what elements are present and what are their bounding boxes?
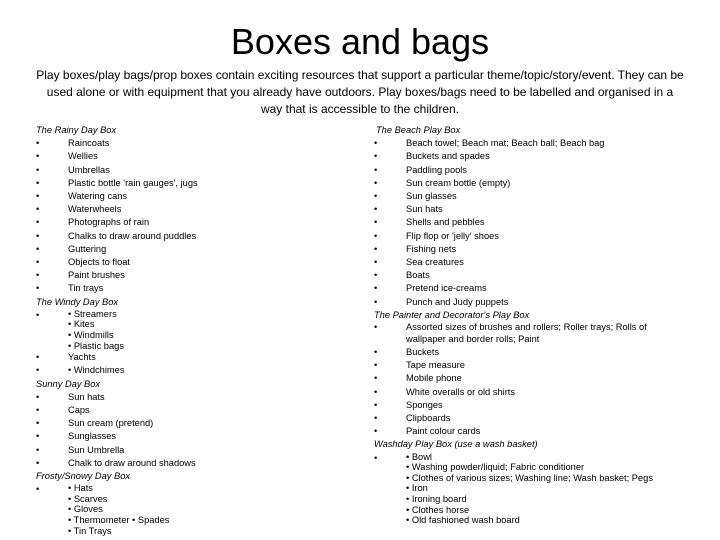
rainy-day-list [36, 137, 356, 295]
list-item [36, 282, 356, 295]
bullet-marker: • [374, 413, 378, 424]
bullet-marker: • [36, 309, 40, 320]
list-item-text: Guttering [68, 243, 107, 254]
list-item-text: Photographs of rain [68, 217, 150, 228]
washday-group-sublist [406, 452, 694, 526]
list-item [36, 150, 356, 163]
bullet-marker: • [374, 217, 378, 228]
list-item-text: Punch and Judy puppets [406, 296, 509, 307]
list-item-text: Beach towel; Beach mat; Beach ball; Beach bag [406, 138, 605, 149]
windy-day-list [36, 351, 356, 377]
bullet-marker: • [374, 426, 378, 437]
bullet-marker: • [374, 257, 378, 268]
list-item-text: Paint brushes [68, 270, 125, 281]
list-item [36, 364, 356, 377]
list-item [36, 404, 356, 417]
bullet-marker: • [374, 138, 378, 149]
list-item [374, 230, 694, 243]
frosty-day-title: Frosty/Snowy Day Box [36, 471, 131, 482]
bullet-marker: • [36, 457, 40, 468]
list-item [374, 137, 694, 150]
list-item-text: Objects to float [68, 257, 131, 268]
bullet-marker: • [36, 230, 40, 241]
bullet-marker: • [36, 484, 40, 495]
list-item-text: White overalls or old shirts [406, 386, 516, 397]
beach-box-title: The Beach Play Box [376, 125, 461, 135]
sub-list-item: • Ironing board [406, 494, 467, 505]
list-item-text: Plastic bottle 'rain gauges', jugs [68, 177, 198, 188]
sunny-day-list [36, 391, 356, 470]
list-item [374, 359, 694, 372]
list-item [36, 216, 356, 229]
list-item-text: Buckets [406, 347, 440, 358]
bullet-marker: • [36, 365, 40, 376]
list-item [36, 430, 356, 443]
bullet-marker: • [374, 399, 378, 410]
list-item-text: Clipboards [406, 413, 451, 424]
bullet-marker: • [374, 360, 378, 371]
bullet-marker: • [36, 444, 40, 455]
list-item [36, 190, 356, 203]
frosty-group-item [36, 483, 356, 536]
bullet-marker: • [374, 322, 378, 333]
bullet-marker: • [374, 164, 378, 175]
painter-box-list [374, 346, 694, 438]
list-item-text: Pretend ice-creams [406, 283, 487, 294]
bullet-marker: • [36, 391, 40, 402]
bullet-marker: • [374, 151, 378, 162]
sub-list-item: • Scarves [68, 493, 108, 504]
list-item-text: Tape measure [406, 360, 465, 371]
bullet-marker: • [36, 151, 40, 162]
sunny-day-title: Sunny Day Box [36, 378, 101, 389]
list-item-text: Wellies [68, 151, 98, 162]
list-item [36, 230, 356, 243]
list-item [36, 177, 356, 190]
bullet-marker: • [374, 283, 378, 294]
list-item-text: Buckets and spades [406, 151, 490, 162]
list-item [374, 150, 694, 163]
sub-list-item: • Bowl [406, 451, 432, 462]
bullet-marker: • [36, 283, 40, 294]
list-item [374, 399, 694, 412]
list-item-text: Umbrellas [68, 164, 110, 175]
list-item-text: Caps [68, 405, 90, 416]
list-item-text: Paint colour cards [406, 426, 481, 437]
bullet-marker: • [374, 452, 378, 463]
list-item-text: Shells and pebbles [406, 217, 485, 228]
list-item [36, 164, 356, 177]
bullet-marker: • [374, 243, 378, 254]
sub-list-item: • Clothes of various sizes; Washing line; Wash basket; Pegs [406, 472, 653, 483]
list-item-text: Chalks to draw around puddles [68, 230, 197, 241]
bullet-marker: • [36, 352, 40, 363]
list-item-text: Paddling pools [406, 164, 467, 175]
bullet-marker: • [36, 164, 40, 175]
list-item [374, 216, 694, 229]
list-item [374, 412, 694, 425]
windy-group-sublist [68, 309, 356, 351]
bullet-marker: • [36, 138, 40, 149]
list-item [374, 296, 694, 309]
sub-list-item: • Iron [406, 483, 428, 494]
list-item [374, 386, 694, 399]
list-item-text: Tin trays [68, 283, 104, 294]
list-item-text: Fishing nets [406, 243, 457, 254]
list-item [36, 444, 356, 457]
bullet-marker: • [374, 204, 378, 215]
left-column [36, 124, 356, 536]
list-item-text: Sponges [406, 399, 443, 410]
list-item [36, 269, 356, 282]
list-item [36, 256, 356, 269]
painter-first-item-text: Assorted sizes of brushes and rollers; Roller trays; Rolls of wallpaper and border rolls; Paint [406, 322, 647, 344]
list-item-text: Waterwheels [68, 204, 122, 215]
beach-box-list [374, 137, 694, 309]
bullet-marker: • [36, 418, 40, 429]
list-item-text: Sun cream bottle (empty) [406, 177, 511, 188]
sub-list-item: • Gloves [68, 504, 103, 515]
list-item [374, 177, 694, 190]
list-item-text: Sun cream (pretend) [68, 418, 154, 429]
intro-text: Play boxes/play bags/prop boxes contain exciting resources that support a particular theme/topic/story/event. They can be used alone or with equipment that you already have outdoors. Play boxes/bags need to be labelled and organised in a way that is accessible to the children. [36, 68, 684, 116]
sub-list-item: • Windmills [68, 330, 114, 341]
list-item-text: Yachts [68, 352, 96, 363]
bullet-marker: • [36, 405, 40, 416]
list-item [374, 164, 694, 177]
sub-list-item: • Plastic bags [68, 340, 124, 351]
page-title: Boxes and bags [230, 21, 490, 62]
sub-list-item: • Hats [68, 483, 93, 494]
list-item-text: Sun Umbrella [68, 444, 125, 455]
list-item-text: Watering cans [68, 191, 128, 202]
list-item-text: Boats [406, 270, 430, 281]
list-item-text: Sunglasses [68, 431, 117, 442]
sub-list-item: • Washing powder/liquid; Fabric conditioner [406, 462, 585, 473]
bullet-marker: • [374, 270, 378, 281]
windy-group-item [36, 309, 356, 351]
list-item [36, 203, 356, 216]
list-item [374, 256, 694, 269]
painter-first-item [374, 322, 694, 345]
bullet-marker: • [36, 270, 40, 281]
list-item [36, 351, 356, 364]
sub-list-item: • Old fashioned wash board [406, 515, 520, 526]
list-item [36, 137, 356, 150]
list-item [374, 203, 694, 216]
bullet-marker: • [374, 191, 378, 202]
bullet-marker: • [374, 296, 378, 307]
bullet-marker: • [374, 347, 378, 358]
list-item [36, 391, 356, 404]
sub-list-item: • Kites [68, 319, 95, 330]
sub-list-item: • Clothes horse [406, 504, 470, 515]
frosty-group-sublist [68, 483, 356, 536]
sub-list-item: • Streamers [68, 308, 117, 319]
list-item-text: Sea creatures [406, 257, 464, 268]
bullet-marker: • [36, 243, 40, 254]
list-item [374, 190, 694, 203]
sub-list-item: • Thermometer • Spades [68, 515, 170, 526]
list-item [36, 417, 356, 430]
list-item-text: • Windchimes [68, 365, 125, 376]
bullet-marker: • [36, 257, 40, 268]
list-item [36, 243, 356, 256]
bullet-marker: • [36, 217, 40, 228]
list-item [374, 372, 694, 385]
list-item-text: Raincoats [68, 138, 110, 149]
bullet-marker: • [36, 431, 40, 442]
bullet-marker: • [374, 373, 378, 384]
list-item [374, 346, 694, 359]
bullet-marker: • [36, 204, 40, 215]
washday-group-item [374, 452, 694, 526]
list-item-text: Flip flop or 'jelly' shoes [406, 230, 499, 241]
sub-list-item: • Tin Trays [68, 525, 112, 536]
bullet-marker: • [36, 177, 40, 188]
list-item-text: Chalk to draw around shadows [68, 457, 196, 468]
painter-box-title: The Painter and Decorator's Play Box [374, 309, 530, 320]
list-item-text: Sun hats [68, 391, 105, 402]
list-item [374, 425, 694, 438]
list-item-text: Sun glasses [406, 191, 457, 202]
list-item [374, 243, 694, 256]
bullet-marker: • [374, 177, 378, 188]
washday-box-title: Washday Play Box (use a wash basket) [374, 439, 538, 450]
bullet-marker: • [36, 191, 40, 202]
list-item-text: Mobile phone [406, 373, 462, 384]
rainy-day-title: The Rainy Day Box [36, 125, 117, 135]
list-item-text: Sun hats [406, 204, 443, 215]
list-item [374, 269, 694, 282]
list-item [36, 457, 356, 470]
bullet-marker: • [374, 230, 378, 241]
windy-day-title: The Windy Day Box [36, 296, 119, 307]
list-item [374, 282, 694, 295]
bullet-marker: • [374, 386, 378, 397]
right-column [374, 124, 694, 526]
